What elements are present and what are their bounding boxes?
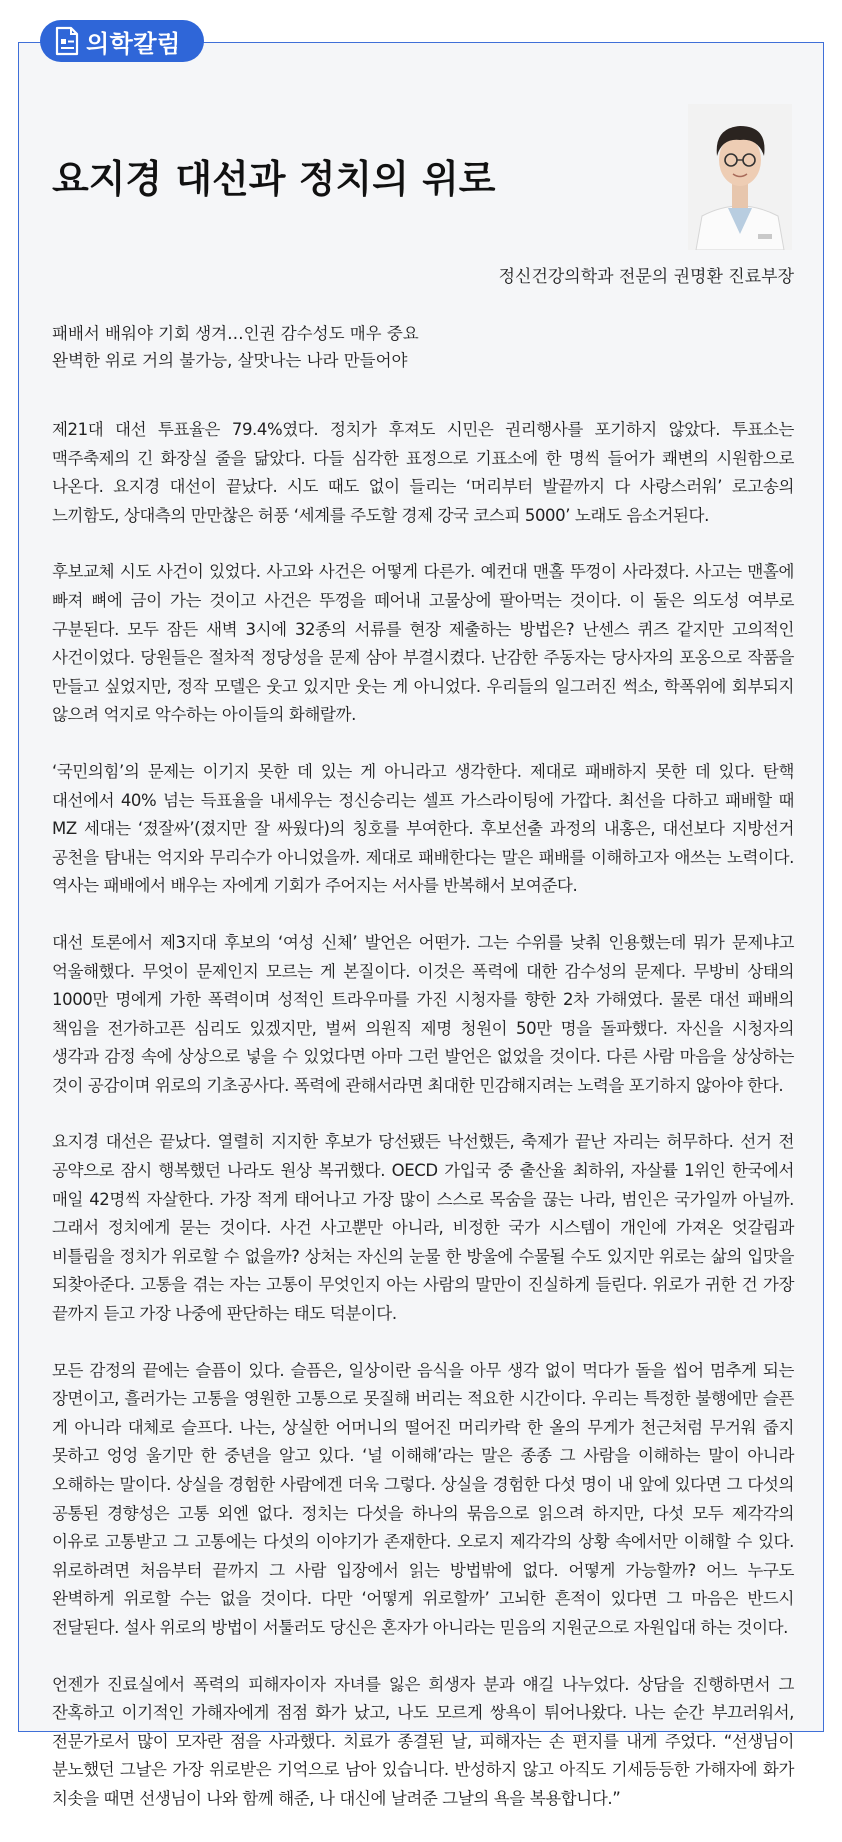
paragraph: 요지경 대선은 끝났다. 열렬히 지지한 후보가 당선됐든 낙선했든, 축제가 끝난 자리는 허무하다. 선거 전 공약으로 잠시 행복했던 나라도 원상 복귀했다. OECD 가입국 중 출산율 최하위, 자살률 1위인 한국에서 매일 42명씩 자살한다. 가장 적게 태어나고 가장 많이 스스로 목숨을 끊는 나라, 범인은 국가일까 아닐까. 그래서 정치에게 묻는 것이다. 사건 사고뿐만 아니라, 비정한 국가 시스템이 개인에 가져온 엇갈림과 비틀림을 정치가 위로할 수 없을까? 상처는 자신의 눈물 한 방울에 수물될 수도 있지만 위로는 삶의 입맛을 되찾아준다. 고통을 겪는 자는 고통이 무엇인지 아는 사람의 말만이 진실하게 들린다. 위로가 귀한 건 가장 끝까지 듣고 가장 나중에 판단하는 태도 덕분이다. (52, 1132, 794, 1324)
paragraph: 대선 토론에서 제3지대 후보의 ‘여성 신체’ 발언은 어떤가. 그는 수위를 낮춰 인용했는데 뭐가 문제냐고 억울해했다. 무엇이 문제인지 모르는 게 본질이다. 이것은 폭력에 대한 감수성의 문제다. 무방비 상태의 1000만 명에게 가한 폭력이며 성적인 트라우마를 가진 시청자를 향한 2차 가해였다. 물론 대선 패배의 책임을 전가하고픈 심리도 있겠지만, 벌써 의원직 제명 청원이 50만 명을 돌파했다. 자신을 시청자의 생각과 감정 속에 상상으로 넣을 수 있었다면 아마 그런 발언은 없었을 것이다. 다른 사람 마음을 상상하는 것이 공감이며 위로의 기초공사다. 폭력에 관해서라면 최대한 민감해지려는 노력을 포기하지 않아야 한다. (52, 932, 794, 1095)
document-medical-icon (54, 26, 80, 56)
paragraph: 언젠가 진료실에서 폭력의 피해자이자 자녀를 잃은 희생자 분과 얘길 나누었다. 상담을 진행하면서 그 잔혹하고 이기적인 가해자에게 점점 화가 났고, 나도 모르게 쌍욕이 튀어나왔다. 나는 순간 부끄러워서, 전문가로서 많이 모자란 점을 사과했다. 치료가 종결된 날, 피해자는 손 편지를 내게 주었다. “선생님이 분노했던 그날은 가장 위로받은 기억으로 남아 있습니다. 반성하지 않고 아직도 기세등등한 가해자에 화가 치솟을 때면 선생님이 나와 함께 해준, 나 대신에 날려준 그날의 욕을 복용합니다.” (52, 1674, 794, 1808)
badge-label: 의학칼럼 (86, 29, 181, 58)
paragraph: 제21대 대선 투표율은 79.4%였다. 정치가 후져도 시민은 권리행사를 포기하지 않았다. 투표소는 맥주축제의 긴 화장실 줄을 닮았다. 다들 심각한 표정으로 기표소에 한 명씩 들어가 쾌변의 시원함으로 나온다. 요지경 대선이 끝났다. 시도 때도 없이 들리는 ‘머리부터 발끝까지 다 사랑스러워’ 로고송의 느끼함도, 상대측의 만만찮은 허풍 ‘세계를 주도할 경제 강국 코스피 5000’ 노래도 음소거된다. (52, 420, 794, 525)
paragraph: 모든 감정의 끝에는 슬픔이 있다. 슬픔은, 일상이란 음식을 아무 생각 없이 먹다가 돌을 씹어 멈추게 되는 장면이고, 흘러가는 고통을 영원한 고통으로 못질해 버리는 적요한 시간이다. 우리는 특정한 불행에만 슬픈 게 아니라 대체로 슬프다. 나는, 상실한 어머니의 떨어진 머리카락 한 올의 무게가 천근처럼 무거워 줍지 못하고 엉엉 울기만 한 중년을 알고 있다. ‘널 이해해’라는 말은 종종 그 사람을 이해하는 말이 아니라 오해하는 말이다. 상실을 경험한 사람에겐 더욱 그렇다. 상실을 경험한 다섯 명이 내 앞에 있다면 그 다섯의 공통된 경향성은 고통 외엔 없다. 정치는 다섯을 하나의 묶음으로 읽으려 하지만, 다섯 모두 제각각의 이유로 고통받고 그 고통에는 다섯의 이야기가 존재한다. 오로지 제각각의 상황 속에서만 이해할 수 있다. 위로하려면 처음부터 끝까지 그 사람 입장에서 읽는 방법밖에 없다. 어떻게 가능할까? 어느 누구도 완벽하게 위로할 수는 없을 것이다. 다만 ‘어떻게 위로할까’ 고뇌한 흔적이 있다면 그 마음은 반드시 전달된다. 설사 위로의 방법이 서툴러도 당신은 혼자가 아니라는 믿음의 지원군으로 자원입대 하는 것이다. (52, 1360, 794, 1637)
article-title: 요지경 대선과 정치의 위로 (52, 157, 496, 201)
paragraph: 후보교체 시도 사건이 있었다. 사고와 사건은 어떻게 다른가. 예컨대 맨홀 뚜껑이 사라졌다. 사고는 맨홀에 빠져 뼈에 금이 가는 것이고 사건은 뚜껑을 떼어내 고물상에 팔아먹는 것이다. 이 둘은 의도성 여부로 구분된다. 모두 잠든 새벽 3시에 32종의 서류를 현장 제출하는 방법은? 난센스 퀴즈 같지만 고의적인 사건이었다. 당원들은 절차적 정당성을 문제 삼아 부결시켰다. 난감한 주동자는 당사자의 포옹으로 작품을 만들고 싶었지만, 정작 모델은 웃고 있지만 웃는 게 아니었다. 우리들의 일그러진 썩소, 학폭위에 회부되지 않으려 억지로 악수하는 아이들의 화해랄까. (52, 562, 794, 725)
author-byline: 정신건강의학과 전문의 권명환 진료부장 (498, 267, 794, 287)
paragraph: ‘국민의힘’의 문제는 이기지 못한 데 있는 게 아니라고 생각한다. 제대로 패배하지 못한 데 있다. 탄핵 대선에서 40% 넘는 득표율을 내세우는 정신승리는 셀프 가스라이팅에 가깝다. 최선을 다하고 패배할 때 MZ 세대는 ‘졌잘싸’(졌지만 잘 싸웠다)의 칭호를 부여한다. 후보선출 과정의 내홍은, 대선보다 지방선거 공천을 탐내는 억지와 무리수가 아니었을까. 제대로 패배한다는 말은 패배를 이해하고자 애쓰는 노력이다. 역사는 패배에서 배우는 자에게 기회가 주어지는 서사를 반복해서 보여준다. (52, 761, 794, 896)
column-badge (40, 20, 204, 62)
author-photo (688, 104, 792, 250)
article-body (52, 416, 794, 1842)
subtitle-line: 패배서 배워야 기회 생겨…인권 감수성도 매우 중요 (52, 324, 419, 343)
subtitles (52, 320, 792, 374)
subtitle-line: 완벽한 위로 거의 불가능, 살맛나는 나라 만들어야 (52, 351, 408, 370)
